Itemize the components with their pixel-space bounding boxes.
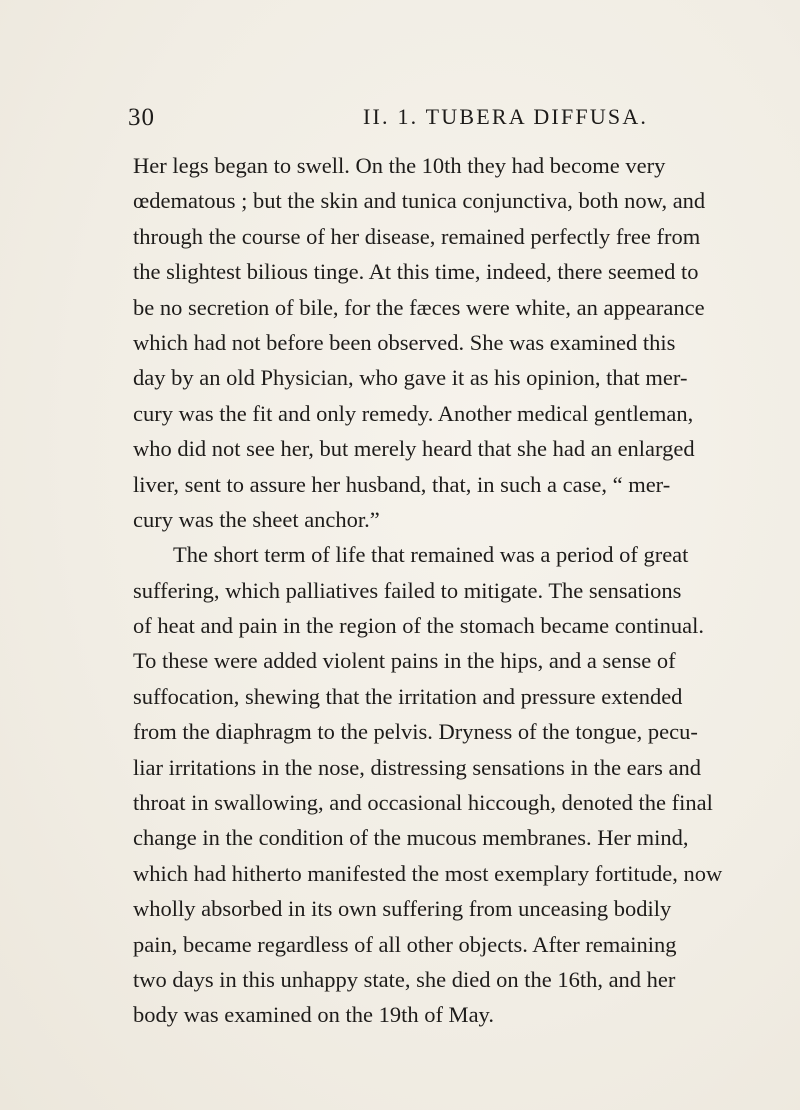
body-text (133, 148, 723, 1033)
text-line: through the course of her disease, remained perfectly free from (133, 223, 701, 249)
text-line: change in the condition of the mucous membranes. Her mind, (133, 825, 689, 851)
page-header (128, 104, 650, 138)
text-line: which had not before been observed. She was examined this (133, 329, 676, 355)
paragraph-1 (133, 148, 706, 537)
text-line: suffering, which palliatives failed to mitigate. The sensations (133, 577, 682, 603)
page-number: 30 (128, 104, 155, 131)
text-line: throat in swallowing, and occasional hiccough, denoted the final (133, 790, 713, 816)
text-line: The short term of life that remained was a period of great (173, 542, 689, 568)
running-head: II. 1. TUBERA DIFFUSA. (363, 104, 649, 129)
text-line: wholly absorbed in its own suffering from unceasing bodily (133, 896, 672, 922)
text-line: be no secretion of bile, for the fæces were white, an appearance (133, 294, 705, 320)
text-line: from the diaphragm to the pelvis. Dryness of the tongue, pecu- (133, 719, 698, 745)
text-line: the slightest bilious tinge. At this time, indeed, there seemed to (133, 259, 699, 285)
text-line: liar irritations in the nose, distressing sensations in the ears and (133, 754, 702, 780)
text-line: liver, sent to assure her husband, that, in such a case, “ mer- (133, 471, 671, 497)
paragraph-2 (133, 537, 723, 1032)
text-line: Her legs began to swell. On the 10th they had become very (133, 153, 666, 178)
text-line: suffocation, shewing that the irritation and pressure extended (133, 683, 683, 709)
text-line: which had hitherto manifested the most exemplary fortitude, now (133, 860, 723, 886)
text-line: two days in this unhappy state, she died on the 16th, and her (133, 966, 676, 992)
text-line: body was examined on the 19th of May. (133, 1002, 494, 1028)
text-line: cury was the fit and only remedy. Another medical gentleman, (133, 400, 694, 426)
text-line: of heat and pain in the region of the stomach became continual. (133, 613, 705, 639)
text-line: To these were added violent pains in the hips, and a sense of (133, 648, 676, 674)
text-line: day by an old Physician, who gave it as his opinion, that mer- (133, 365, 688, 391)
text-line: who did not see her, but merely heard that she had an enlarged (133, 436, 695, 462)
text-line: cury was the sheet anchor.” (133, 506, 380, 532)
text-line: œdematous ; but the skin and tunica conjunctiva, both now, and (133, 188, 706, 214)
text-line: pain, became regardless of all other objects. After remaining (133, 931, 677, 957)
